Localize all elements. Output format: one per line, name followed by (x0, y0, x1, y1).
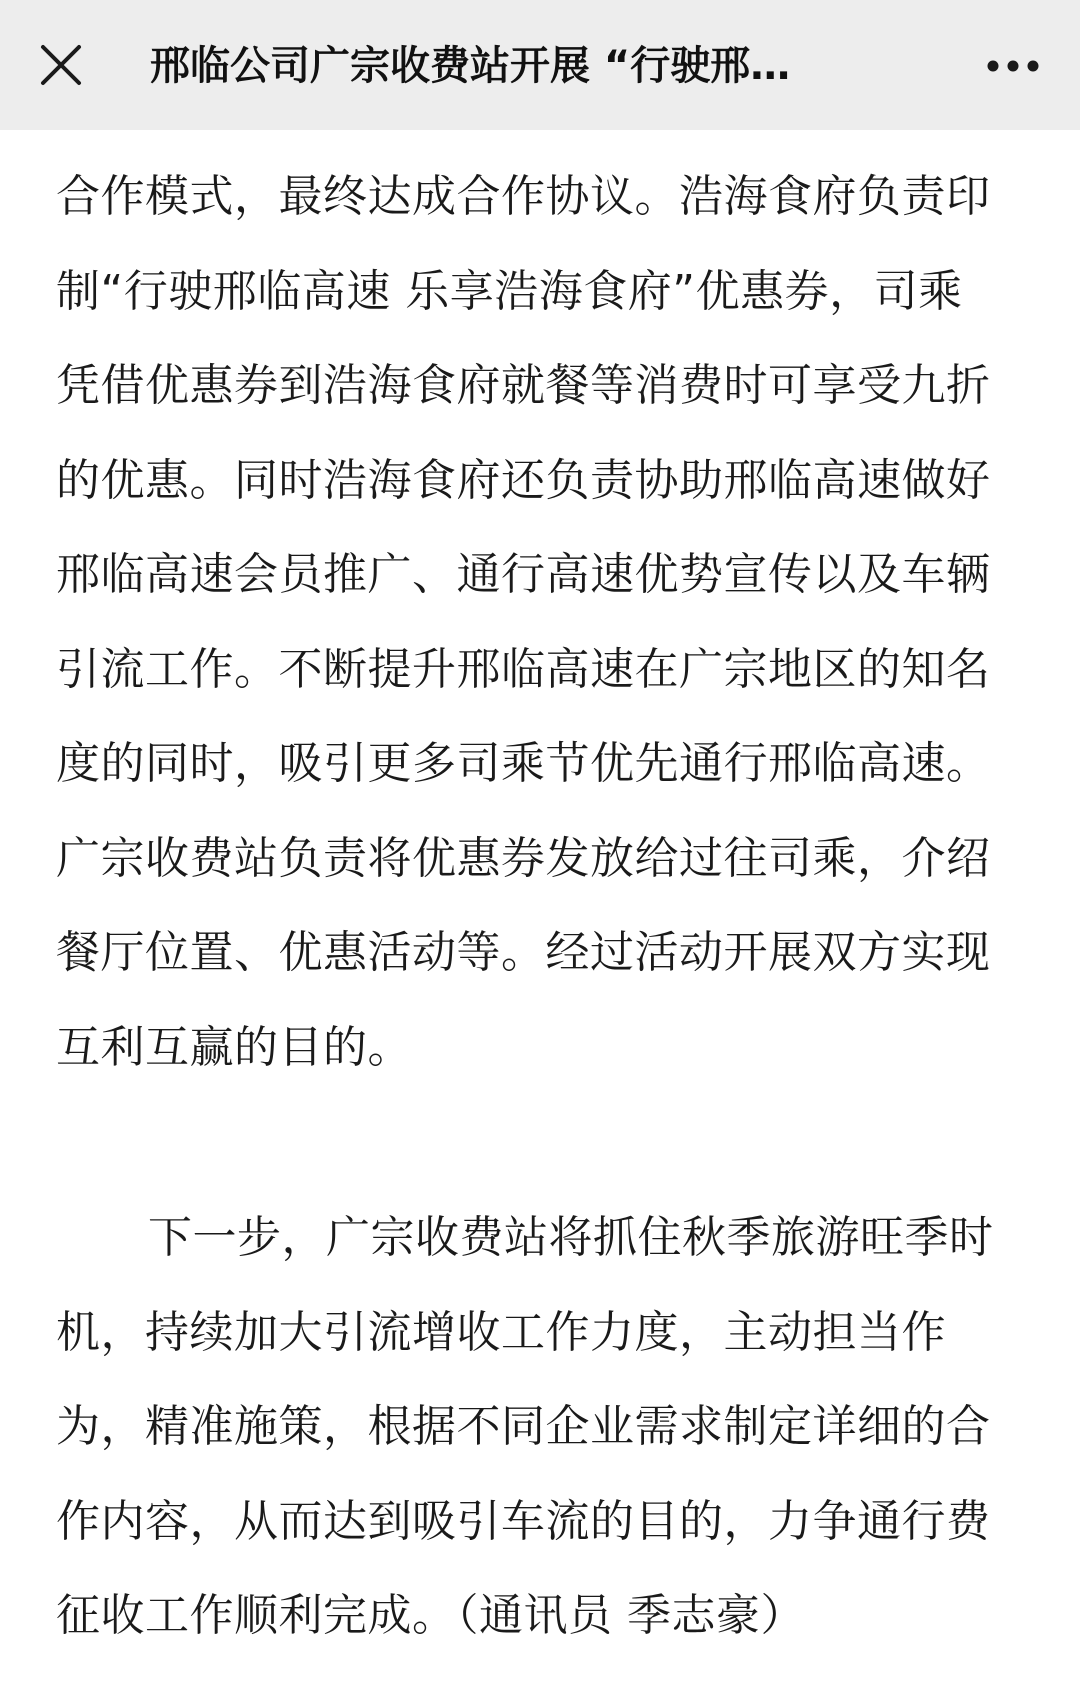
text-line: 的优惠。同时浩海食府还负责协助邢临高速做好 (56, 454, 991, 506)
article-body (56, 150, 1022, 1664)
paragraph-spacer (56, 1095, 1022, 1191)
paragraph-2 (56, 1191, 1022, 1664)
text-line: 制“行驶邢临高速 乐享浩海食府”优惠券，司乘 (56, 265, 963, 317)
text-line: 下一步，广宗收费站将抓住秋季旅游旺季时 (148, 1212, 994, 1263)
more-dots-icon (986, 59, 1040, 73)
text-line: 广宗收费站负责将优惠券发放给过往司乘，介绍 (56, 832, 991, 884)
text-line: 引流工作。不断提升邢临高速在广宗地区的知名 (56, 643, 991, 695)
text-line: 机，持续加大引流增收工作力度，主动担当作 (56, 1306, 946, 1358)
close-icon (39, 43, 83, 87)
text-line: 作内容，从而达到吸引车流的目的，力争通行费 (56, 1495, 991, 1547)
close-button[interactable] (26, 30, 96, 100)
text-line: 邢临高速会员推广、通行高速优势宣传以及车辆 (56, 549, 991, 600)
top-nav-bar (0, 0, 1080, 130)
text-line: 合作模式，最终达成合作协议。浩海食府负责印 (56, 171, 991, 222)
text-line: 为，精准施策，根据不同企业需求制定详细的合 (56, 1401, 991, 1452)
page-title: 邢临公司广宗收费站开展 “行驶邢… (150, 43, 791, 89)
text-line: 征收工作顺利完成。（通讯员 季志豪） (56, 1590, 805, 1641)
more-options-button[interactable] (968, 36, 1058, 96)
text-line: 凭借优惠券到浩海食府就餐等消费时可享受九折 (56, 360, 991, 411)
paragraph-1 (56, 150, 1022, 1095)
text-line: 度的同时，吸引更多司乘节优先通行邢临高速。 (56, 738, 991, 789)
text-line: 互利互赢的目的。 (56, 1021, 412, 1073)
text-line: 餐厅位置、优惠活动等。经过活动开展双方实现 (56, 927, 991, 978)
